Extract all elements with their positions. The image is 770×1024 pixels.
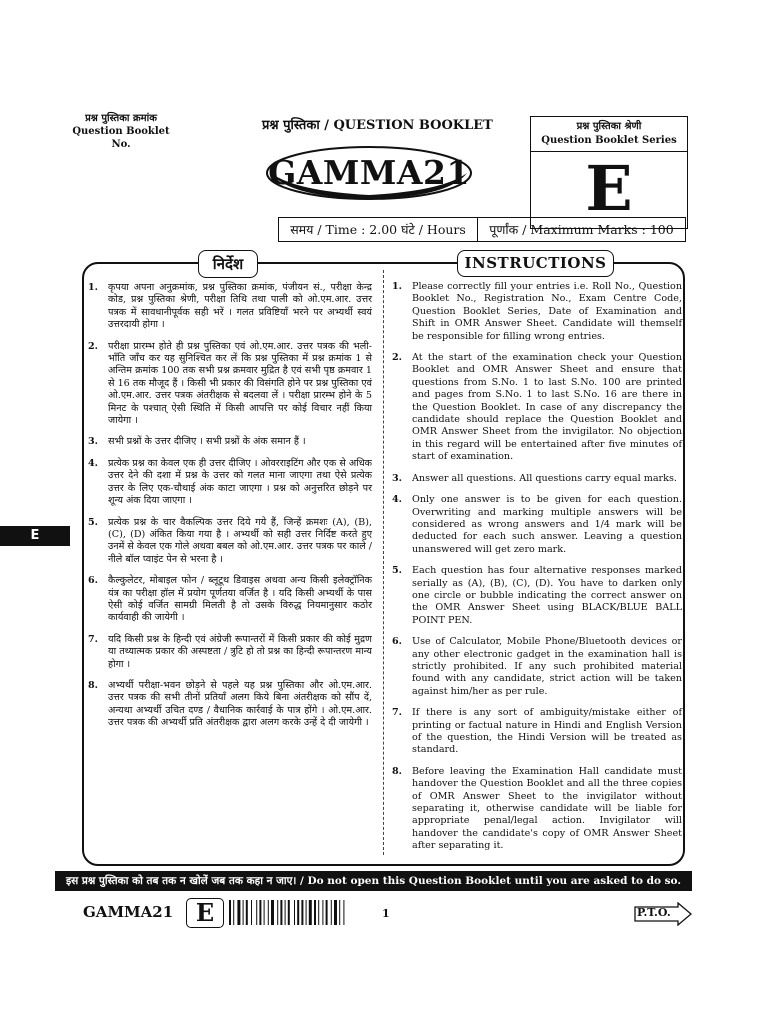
barcode-bar [331, 900, 332, 925]
instruction-number: 8. [88, 679, 99, 691]
english-instruction-item [392, 565, 682, 627]
hindi-instruction-item [88, 282, 372, 332]
barcode-bar [233, 900, 234, 925]
instruction-text: At the start of the examination check your Question Booklet and OMR Answer Sheet and ensure that questions from S.No. 1 to last S.No. 100 are printed and pages from S.No. 1 to last S.No. 16 are there in the Question Booklet. In case of any discrepancy the candidate should replace the Question Booklet and OMR Answer Sheet from the invigilator. No objection in this regard will be entertained after five minutes of start of examination. [412, 352, 682, 463]
barcode-bar [285, 900, 286, 925]
qbn-english: Question Booklet No. [72, 126, 170, 150]
series-letter: E [585, 152, 633, 225]
instruction-text: Only one answer is to be given for each question. Overwriting and marking multiple answers will be considered as wrong answers and 1/4 mark will be deducted for each such answer. Leaving a question unanswered will get zero mark. [412, 494, 682, 555]
barcode-bar [280, 900, 282, 925]
instruction-text: सभी प्रश्नों के उत्तर दीजिए । सभी प्रश्नों के अंक समान हैं । [108, 436, 306, 448]
barcode-bar [326, 900, 328, 925]
barcode-bar [314, 900, 316, 925]
english-instruction-item [392, 707, 682, 757]
barcode-bar [246, 900, 248, 925]
marks-cell: पूर्णांक / Maximum Marks : 100 [489, 222, 674, 237]
instruction-number: 3. [88, 436, 99, 448]
instruction-number: 5. [88, 516, 99, 528]
english-instruction-item [392, 494, 682, 556]
barcode-bar [268, 900, 269, 925]
instruction-number: 6. [88, 575, 99, 587]
instruction-text: परीक्षा प्रारम्भ होते ही प्रश्न पुस्तिका एवं ओ.एम.आर. उत्तर पत्रक की भली-भाँति जाँच कर यह सुनिश्चित कर लें कि प्रश्न पुस्तिका में प्रश्न क्रमांक 1 से अन्तिम क्रमांक 100 तक सभी प्रश्न क्रमवार मुद्रित है एवं सभी पृष्ठ क्रमवार 1 से 16 तक मौजूद हैं । किसी भी प्रकार की विसंगति होने पर प्रश्न पुस्तिका एवं ओ.एम.आर. उत्तर पत्रक अंतरीक्षक से बदलवा लें । परीक्षा प्रारम्भ होने के 5 मिनट के पश्चात् ऐसी स्थिति में किसी आपत्ति पर कोई विचार नहीं किया जायेगा । [108, 340, 372, 427]
instruction-text: कैल्कुलेटर, मोबाइल फोन / ब्लूटूथ डिवाइस अथवा अन्य किसी इलेक्ट्रॉनिक यंत्र का परीक्षा हॉल में प्रयोग पूर्णतया वर्जित है । यदि किसी अभ्यर्थी के पास ऐसी कोई वर्जित सामग्री मिलती है तो उसके विरुद्ध नियमानुसार कठोर कार्यवाही की जायेगी । [108, 575, 372, 624]
instruction-number: 6. [392, 636, 403, 648]
pto-label: P.T.O. [637, 906, 671, 919]
barcode-bar [277, 900, 278, 925]
qbn-hindi: प्रश्न पुस्तिका क्रमांक [85, 113, 157, 124]
barcode-bar [251, 900, 252, 925]
barcode-icon [229, 900, 369, 925]
english-instruction-item [392, 636, 682, 698]
instruction-text: Answer all questions. All questions carry equal marks. [412, 472, 677, 484]
instruction-text: If there is any sort of ambiguity/mistake either of printing or factual nature in Hindi and English Version of the question, the Hindi Version will be treated as standard. [412, 707, 682, 756]
instruction-text: प्रत्येक प्रश्न के चार वैकल्पिक उत्तर दिये गये हैं, जिन्हें क्रमशः (A), (B), (C), (D) अंकित किया गया है । अभ्यर्थी को सही उत्तर निर्दिष्ट करते हुए उनमें से केवल एक गोले अथवा बबल को ओ.एम.आर. उत्तर पत्रक पर काले / नीले बॉल प्वाइंट पेन से भरना है । [108, 516, 372, 565]
hindi-instruction-item [88, 436, 372, 448]
barcode-bar [288, 900, 290, 925]
english-instruction-item [392, 766, 682, 853]
side-series-tab: E [0, 526, 70, 546]
instruction-number: 3. [392, 472, 403, 484]
hindi-section-title: निर्देश [198, 250, 258, 278]
english-instruction-item [392, 473, 682, 485]
footer-series-box: E [186, 898, 224, 928]
english-instruction-item [392, 352, 682, 464]
instruction-number: 2. [392, 352, 403, 364]
hindi-instruction-item [88, 458, 372, 508]
hindi-instruction-item [88, 634, 372, 671]
instruction-number: 8. [392, 765, 403, 777]
barcode-bar [339, 900, 340, 925]
instruction-number: 7. [392, 707, 403, 719]
time-marks-row [278, 217, 686, 242]
instruction-number: 5. [392, 565, 403, 577]
bottom-notice: इस प्रश्न पुस्तिका को तब तक न खोलें जब तक कहा न जाए। / Do not open this Question Booklet until you are asked to do so. [55, 871, 692, 891]
barcode-bar [237, 900, 240, 925]
question-booklet-number-label [62, 112, 180, 151]
english-instruction-item [392, 281, 682, 343]
barcode-bar [271, 900, 274, 925]
instruction-text: Each question has four alternative responses marked serially as (A), (B), (C), (D). You have to darken only one circle or bubble indicating the correct answer on the OMR Answer Sheet using BLACK/BLUE BALL POINT PEN. [412, 565, 682, 626]
barcode-bar [301, 900, 303, 925]
hindi-instruction-item [88, 575, 372, 625]
booklet-title: प्रश्न पुस्तिका / QUESTION BOOKLET [262, 118, 493, 133]
barcode-bar [256, 900, 257, 925]
instruction-text: अभ्यर्थी परीक्षा-भवन छोड़ने से पहले यह प्रश्न पुस्तिका और ओ.एम.आर. उत्तर पत्रक की सभी तीनों प्रतियाँ अलग किये बिना अंतरीक्षक को सौंप दें, अन्यथा अभ्यर्थी उचित दण्ड / वैधानिक कार्रवाई के पात्र होंगे । ओ.एम.आर. उत्तर पत्रक की अभ्यर्थी प्रति अंतरीक्षक द्वारा अलग करके उन्हें दे दी जायेगी । [108, 679, 372, 729]
series-label-english: Question Booklet Series [541, 135, 677, 146]
instruction-number: 1. [88, 282, 99, 293]
barcode-bar [243, 900, 244, 925]
barcode-bar [229, 900, 231, 925]
barcode-bar [297, 900, 299, 925]
barcode-bar [306, 900, 307, 925]
barcode-bar [294, 900, 295, 925]
barcode-bar [318, 900, 319, 925]
instruction-number: 2. [88, 340, 99, 352]
english-section-title: INSTRUCTIONS [457, 250, 614, 277]
barcode-bar [322, 900, 323, 925]
instruction-number: 7. [88, 633, 99, 645]
barcode-bar [309, 900, 312, 925]
column-divider [383, 270, 384, 855]
barcode-bar [343, 900, 344, 925]
english-instructions [392, 281, 682, 862]
instruction-number: 4. [392, 494, 403, 506]
instruction-text: यदि किसी प्रश्न के हिन्दी एवं अंग्रेजी रूपान्तरों में किसी प्रकार की कोई मुद्रण या तथ्यात्मक प्रकार की अस्पष्टता / त्रुटि हो तो प्रश्न का हिन्दी रूपान्तरण मान्य होगा । [108, 633, 372, 670]
instruction-text: कृपया अपना अनुक्रमांक, प्रश्न पुस्तिका क्रमांक, पंजीयन सं., परीक्षा केन्द्र कोड, प्रश्न पुस्तिका श्रेणी, परीक्षा तिथि तथा पाली को ओ.एम.आर. उत्तर पत्रक में सावधानीपूर्वक सही भरें । गलत प्रविष्टियाँ भरने पर अभ्यर्थी स्वयं उत्तरदायी होगा । [108, 282, 372, 331]
instruction-text: प्रत्येक प्रश्न का केवल एक ही उत्तर दीजिए । ओवरराइटिंग और एक से अधिक उत्तर देने की दशा में प्रश्न के उत्तर को गलत माना जाएगा तथा ऐसे प्रत्येक उत्तर के लिए एक-चौथाई अंक काटा जाएगा । प्रश्न को अनुत्तरित छोड़ने पर शून्य अंक दिया जाएगा । [108, 457, 372, 507]
footer-code: GAMMA21 [83, 903, 174, 921]
instruction-number: 1. [392, 281, 403, 292]
series-label-hindi: प्रश्न पुस्तिका श्रेणी [576, 121, 642, 132]
series-box [530, 116, 688, 229]
page-number: 1 [382, 907, 390, 920]
instruction-text: Use of Calculator, Mobile Phone/Bluetooth devices or any other electronic gadget in the examination hall is strictly prohibited. If any such prohibited material found with any candidate, strict action will be taken against him/her as per rule. [412, 636, 682, 697]
instruction-text: Please correctly fill your entries i.e. Roll No., Question Booklet No., Registration No., Exam Centre Code, Question Booklet Series, Date of Examination and Shift in OMR Answer Sheet. Candidate will themself be responsible for filling wrong entries. [412, 281, 682, 342]
booklet-code: GAMMA21 [268, 153, 470, 192]
instruction-text: Before leaving the Examination Hall candidate must handover the Question Booklet and all the three copies of OMR Answer Sheet to the invigilator without separating it, otherwise candidate will be liable for appropriate penal/legal action. Invigilator will handover the candidate's copy of OMR Answer Sheet after separating it. [412, 765, 682, 852]
hindi-instruction-item [88, 517, 372, 567]
barcode-bar [334, 900, 337, 925]
hindi-instruction-item [88, 341, 372, 428]
barcode-bar [259, 900, 261, 925]
barcode-bar [264, 900, 265, 925]
hindi-instruction-item [88, 680, 372, 730]
instruction-number: 4. [88, 457, 99, 469]
time-cell: समय / Time : 2.00 घंटे / Hours [279, 218, 478, 241]
hindi-instructions [88, 282, 372, 739]
series-label [531, 117, 687, 152]
